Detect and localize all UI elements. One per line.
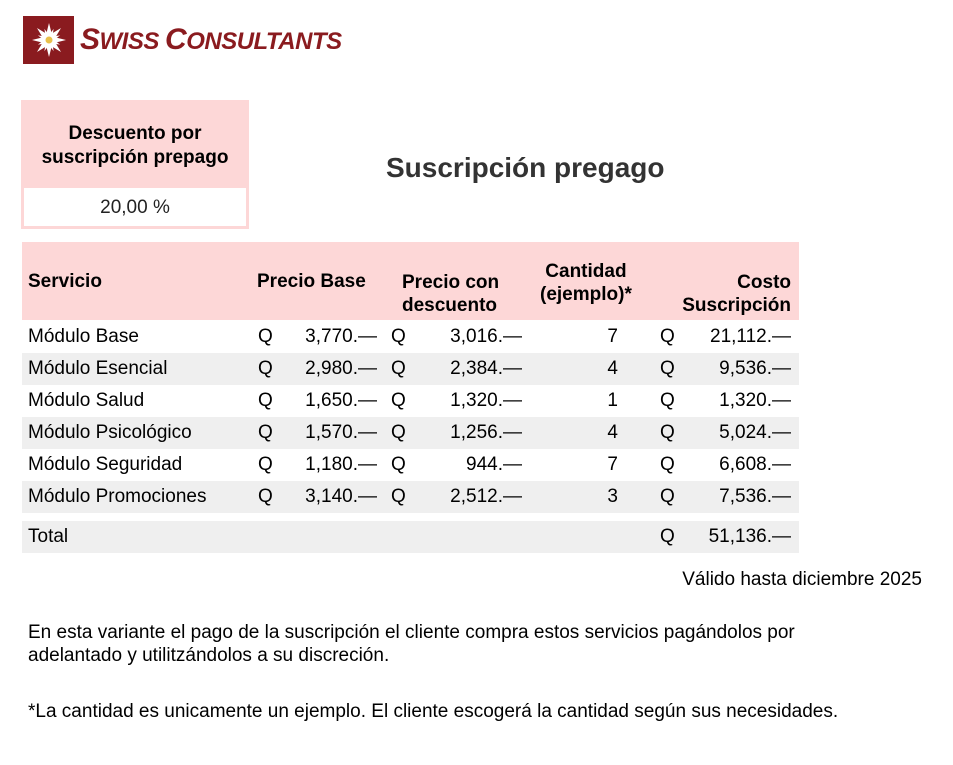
header-precio-base: Precio Base bbox=[257, 271, 366, 292]
cell-currency: Q bbox=[391, 358, 406, 379]
cell-cantidad: 1 bbox=[607, 390, 618, 411]
cell-currency: Q bbox=[391, 486, 406, 507]
cell-currency: Q bbox=[258, 326, 273, 347]
brand-logo bbox=[23, 16, 342, 64]
header-costo: Costo Suscripción bbox=[682, 272, 791, 316]
table-row bbox=[22, 417, 799, 449]
cell-cantidad: 4 bbox=[607, 422, 618, 443]
valid-until: Válido hasta diciembre 2025 bbox=[682, 569, 922, 590]
cell-currency: Q bbox=[660, 526, 675, 547]
cell-costo: 21,112.— bbox=[710, 326, 791, 347]
table-row bbox=[22, 449, 799, 481]
header-cantidad: Cantidad (ejemplo)* bbox=[540, 261, 632, 305]
cell-currency: Q bbox=[660, 358, 675, 379]
cell-currency: Q bbox=[258, 486, 273, 507]
cell-currency: Q bbox=[258, 358, 273, 379]
total-value: 51,136.— bbox=[708, 526, 791, 547]
table-row bbox=[22, 353, 799, 385]
cell-precio-base: 2,980.— bbox=[305, 358, 377, 379]
cell-currency: Q bbox=[660, 326, 675, 347]
cell-costo: 7,536.— bbox=[719, 486, 791, 507]
cell-servicio: Módulo Salud bbox=[28, 390, 145, 411]
cell-costo: 5,024.— bbox=[719, 422, 791, 443]
cell-currency: Q bbox=[391, 454, 406, 475]
cell-currency: Q bbox=[660, 390, 675, 411]
brand-name: SWISS CONSULTANTS bbox=[80, 23, 342, 56]
cell-precio-descuento: 2,512.— bbox=[450, 486, 522, 507]
cell-servicio: Módulo Promociones bbox=[28, 486, 207, 507]
header-precio-descuento: Precio con descuento bbox=[402, 272, 500, 316]
cell-currency: Q bbox=[660, 454, 675, 475]
cell-precio-descuento: 944.— bbox=[466, 454, 522, 475]
discount-title: Descuento por suscripción prepago bbox=[41, 123, 229, 168]
edelweiss-icon bbox=[23, 16, 74, 64]
total-label: Total bbox=[28, 526, 69, 547]
cell-precio-descuento: 1,256.— bbox=[450, 422, 522, 443]
discount-value: 20,00 % bbox=[24, 188, 246, 226]
cell-precio-base: 1,180.— bbox=[305, 454, 377, 475]
cell-cantidad: 3 bbox=[607, 486, 618, 507]
cell-cantidad: 7 bbox=[607, 326, 618, 347]
cell-precio-base: 3,140.— bbox=[305, 486, 377, 507]
cell-currency: Q bbox=[258, 454, 273, 475]
table-row bbox=[22, 481, 799, 513]
page-title: Suscripción pregago bbox=[386, 152, 665, 183]
note-payment: En esta variante el pago de la suscripción el cliente compra estos servicios pagándolos por adelantado y utilitzándolos a su discreción. bbox=[28, 622, 795, 666]
cell-servicio: Módulo Seguridad bbox=[28, 454, 183, 475]
cell-currency: Q bbox=[258, 422, 273, 443]
cell-precio-base: 1,650.— bbox=[305, 390, 377, 411]
cell-currency: Q bbox=[391, 326, 406, 347]
table-row bbox=[22, 385, 799, 417]
cell-cantidad: 4 bbox=[607, 358, 618, 379]
discount-box bbox=[21, 100, 249, 229]
cell-precio-descuento: 3,016.— bbox=[450, 326, 522, 347]
cell-servicio: Módulo Psicológico bbox=[28, 422, 192, 443]
cell-currency: Q bbox=[660, 486, 675, 507]
note-quantity: *La cantidad es unicamente un ejemplo. El cliente escogerá la cantidad según sus necesidades. bbox=[28, 701, 839, 722]
cell-currency: Q bbox=[391, 390, 406, 411]
cell-servicio: Módulo Esencial bbox=[28, 358, 168, 379]
cell-costo: 6,608.— bbox=[719, 454, 791, 475]
cell-precio-descuento: 2,384.— bbox=[450, 358, 522, 379]
cell-costo: 1,320.— bbox=[719, 390, 791, 411]
cell-precio-base: 3,770.— bbox=[305, 326, 377, 347]
cell-costo: 9,536.— bbox=[719, 358, 791, 379]
cell-precio-descuento: 1,320.— bbox=[450, 390, 522, 411]
cell-precio-base: 1,570.— bbox=[305, 422, 377, 443]
cell-cantidad: 7 bbox=[607, 454, 618, 475]
header-servicio: Servicio bbox=[28, 271, 102, 292]
total-row bbox=[22, 521, 799, 553]
cell-servicio: Módulo Base bbox=[28, 326, 139, 347]
table-row bbox=[22, 321, 799, 353]
cell-currency: Q bbox=[258, 390, 273, 411]
table-header bbox=[22, 242, 799, 320]
cell-currency: Q bbox=[660, 422, 675, 443]
cell-currency: Q bbox=[391, 422, 406, 443]
